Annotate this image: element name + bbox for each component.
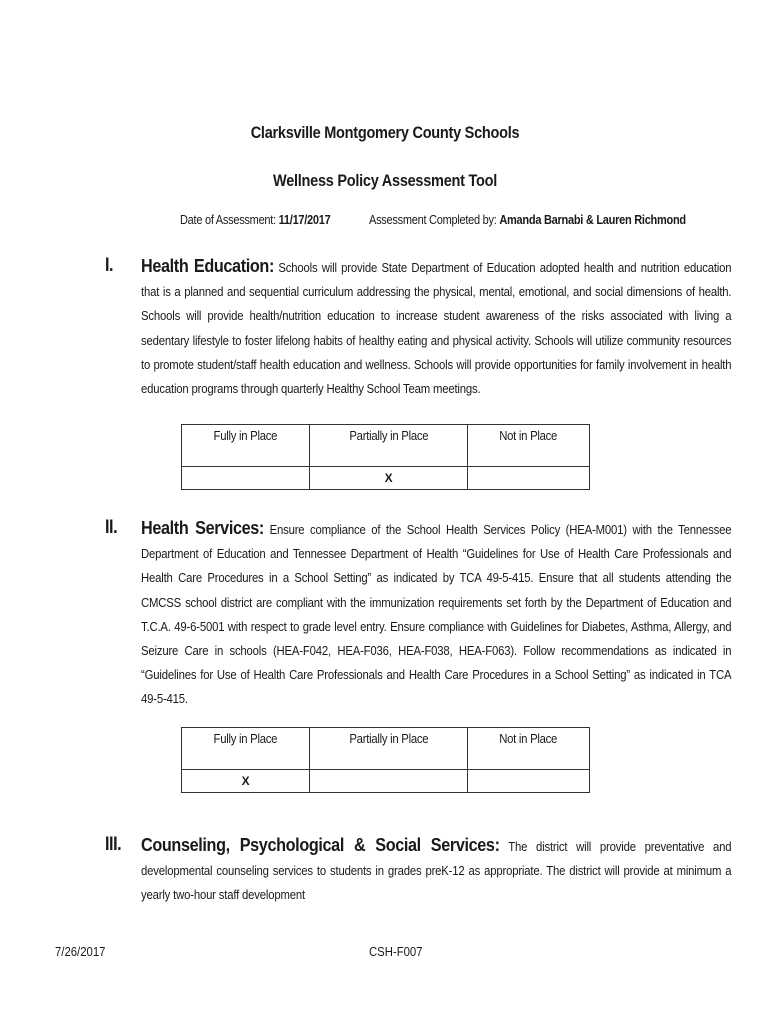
value-fully-in-place: X xyxy=(182,770,310,793)
col-fully-in-place: Fully in Place xyxy=(182,728,310,770)
footer-date: 7/26/2017 xyxy=(55,945,106,959)
value-fully-in-place xyxy=(182,467,310,490)
section-numeral: II. xyxy=(105,517,118,538)
col-partially-in-place: Partially in Place xyxy=(310,425,468,467)
value-not-in-place xyxy=(468,770,590,793)
table-header-row xyxy=(182,425,590,467)
value-not-in-place xyxy=(468,467,590,490)
col-not-in-place: Not in Place xyxy=(468,425,590,467)
document-title: Clarksville Montgomery County Schools xyxy=(250,124,520,142)
section-text xyxy=(141,516,731,712)
section-text xyxy=(141,254,731,401)
assessment-date-label: Date of Assessment: xyxy=(180,213,276,227)
value-partially-in-place: X xyxy=(310,467,468,490)
assessment-date-value: 11/17/2017 xyxy=(278,213,331,227)
assessment-date xyxy=(180,213,330,227)
completed-by-value: Amanda Barnabi & Lauren Richmond xyxy=(499,213,686,227)
section-heading: Health Services: xyxy=(141,518,264,538)
footer-form-code: CSH-F007 xyxy=(369,945,423,959)
col-not-in-place: Not in Place xyxy=(468,728,590,770)
status-table-health-education xyxy=(181,424,590,490)
table-value-row xyxy=(182,770,590,793)
section-heading: Health Education: xyxy=(141,256,274,276)
value-partially-in-place xyxy=(310,770,468,793)
section-body: Ensure compliance of the School Health Services Policy (HEA-M001) with the Tennessee Department of Education and Tennessee Department of Health “Guidelines for Use of Health Care Professionals and Health Care Procedures in a School Setting” as indicated by TCA 49-5-415. Ensure that all students attending the CMCSS school district are compliant with the immunization requirements set forth by the Department of Education and T.C.A. 49-6-5001 with respect to grade level entry. Ensure compliance with Guidelines for Diabetes, Asthma, Allergy, and Seizure Care in schools (HEA-F042, HEA-F036, HEA-F038, HEA-F063). Follow recommendations as indicated in “Guidelines for Use of Health Care Professionals and Health Care Procedures in a School Setting” as indicated in TCA 49-5-415. xyxy=(141,523,732,707)
completed-by-label: Assessment Completed by: xyxy=(369,213,497,227)
section-heading: Counseling, Psychological & Social Services: xyxy=(141,835,500,855)
section-numeral: I. xyxy=(105,255,114,276)
document-subtitle: Wellness Policy Assessment Tool xyxy=(273,172,497,190)
assessment-completed-by xyxy=(369,213,686,227)
section-numeral: III. xyxy=(105,834,122,855)
section-text xyxy=(141,833,731,908)
col-partially-in-place: Partially in Place xyxy=(310,728,468,770)
table-header-row xyxy=(182,728,590,770)
status-table-health-services xyxy=(181,727,590,793)
section-body: Schools will provide State Department of Education adopted health and nutrition education that is a planned and sequential curriculum addressing the physical, mental, emotional, and social dimensions of health. Schools will provide health/nutrition education to increase student awareness of the risks associated with living a sedentary lifestyle to foster lifelong habits of healthy eating and physical activity. Schools will utilize community resources to promote student/staff health education and wellness. Schools will provide opportunities for family involvement in health education programs through quarterly Healthy School Team meetings. xyxy=(141,261,732,397)
col-fully-in-place: Fully in Place xyxy=(182,425,310,467)
section-body: The district will provide preventative and developmental counseling services to students in grades preK-12 as appropriate. The district will provide at minimum a yearly two-hour staff development xyxy=(141,840,732,903)
table-value-row xyxy=(182,467,590,490)
